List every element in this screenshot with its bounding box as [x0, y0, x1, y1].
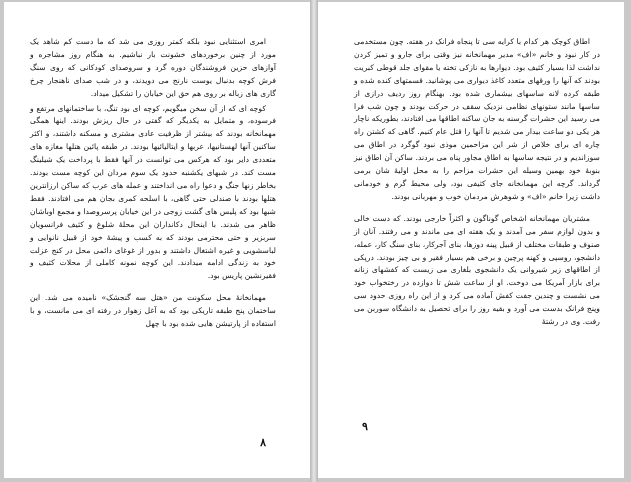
- right-paragraph-1: اطاق کوچک هر کدام با کرایه سی تا پنجاه فرانک در هفته. چون مستخدمی در کار نبود و خانم «اف» مدیر مهمانخانه نیز وقتی برای جارو و تمیز کردن نداشت لذا بسیار کثیف بود. دیوارها به نازکی تخته یا مقوای جلد قوطی کبریت بودند که آنها را ورقهای متعدد کاغذ دیواری می پوشانید. قسمتهای کنده شده و طبقه کرده لانه ساسهای بیشماری شده بود. بهنگام روز ردیف درازی از ساسها مانند ستونهای نظامی نزدیک سقف در حرکت بودند و چون شب فرا می رسید این حشرات گرسنه به جان ساکنه اطاقها می افتادند، بطوریکه ناچار هر یکی دو ساعت بیدار می شدیم تا آنها را قتل عام کنیم. گاهی که کشتن راه چاره ای برای خلاص از شر این مزاحمین موذی نبود گوگرد در اطاق می سوزاندیم و در نتیجه ساسها به اطاق مجاور پناه می بردند. ساکن آن اطاق نیز بنوبهٔ خود بهمین وسیله این حشرات مزاحم را به محل اولیهٔ شان برمی گرداند. گرچه این مهمانخانه جای کثیفی بود، ولی محیط گرم و خودمانی داشت زیرا خانم «اف» و شوهرش مردمان خوب و مهربانی بودند.: [354, 37, 600, 201]
- right-page: [318, 2, 624, 478]
- book-gutter: [310, 0, 318, 482]
- right-page-number: ٩: [362, 420, 368, 433]
- left-page: [4, 2, 310, 478]
- left-paragraph-3: مهمانخانهٔ محل سکونت من «هتل سه گنجشک» نامیده می شد. این ساختمان پنج طبقه تاریکی بود که به آغل زهوار در رفته ای می مانست، و با استفاده از پارتیشن هایی شده بود با چهل: [30, 293, 276, 329]
- left-page-number: ٨: [260, 436, 266, 449]
- left-paragraph-1: امری استثنایی نبود بلکه کمتر روزی می شد که ما دست کم شاهد یک مورد از چنین برخوردهای خشونت بار نباشیم. به هنگام روز مشاجره و آوازهای حزین فروشندگان دوره گرد و سروصدای کودکانی که روی سنگ فرش کوچه بدنبال یوست نارنج می دویدند، و در شب صدای ناهنجار چرخ گاری های زباله بر روی هم حق این خیابان را تشکیل میداد.: [30, 37, 276, 98]
- right-paragraph-2: مشتریان مهمانخانه اشخاص گوناگون و اکثراً خارجی بودند. که دست خالی و بدون لوازم سفر می آمدند و یک هفته ای می ماندند و می رفتند. آنان از صنوف و طبقات مختلف از قبیل پینه دوزها، بنای آجرکار، بنای سنگ کار، عمله، دانشجو، روسپی و کهنه پرچین و برخی هم بسیار فقیر و بی چیز بودند. درپکی از اطاقهای زیر شیروانی یک دانشجوی بلغاری می زیست که کفشهای زنانه برای بازار آمریکا می دوخت. او از ساعت شش تا دوازده در رختخواب خود می نشست و چندین جفت کفش آماده می کرد و از این راه روزی حدود سی وپنج فرانک بدست می آورد و بقیه روز را برای تحصیل به دانشگاه سوربن می رفت. وی در رشتهٔ: [354, 213, 600, 327]
- right-page-text: [354, 36, 600, 329]
- left-paragraph-2: کوچه ای که از آن سخن میگویم، کوچه ای بود تنگ، با ساختمانهای مرتفع و فرسوده، و متمایل به یکدیگر که گفتی در حال ریزش بودند. اینها همگی مهمانخانه بودند که بیشتر از ظرفیت عادی مشتری و مسکنه داشتند، و اکثر ساکنین آنها لهستانیها، عربها و ایتالیائیها بودند. در طبقه پائین هتلها مغازه های متعددی دایر بود که هرکس می توانست در آنها فقط با پرداخت یک شیلینگ مست کند. در شبهای یکشنبه حدود یک سوم مردان این کوچه مست بودند. بخاطر زنها جنگ و دعوا راه می انداختند و عمله های عرب که ساکن ارزانترین هتلها بودند با صندلی حتی گاهی، با اسلحه کمری بجان هم می افتادند. فقط شبها بود که پلیس های گشت زوجی در این خیابان پرسروصدا و مجمع اوباشان ظاهر می شدند. با اینحال دکانداران این محلهٔ شلوغ و کثیف فرانسویان سربزیر و حتی محترمی بودند که به کسب و پیشهٔ خود از قبیل نانوایی و لباسشویی و غیره اشتغال داشتند و بدور از غوغای دائمی محل در کنج عزلت خود به زندگی ادامه میدادند. این کوچه نمونه کاملی از محلات کثیف و فقیرنشین پاریس بود.: [30, 103, 276, 281]
- left-page-text: [30, 36, 276, 331]
